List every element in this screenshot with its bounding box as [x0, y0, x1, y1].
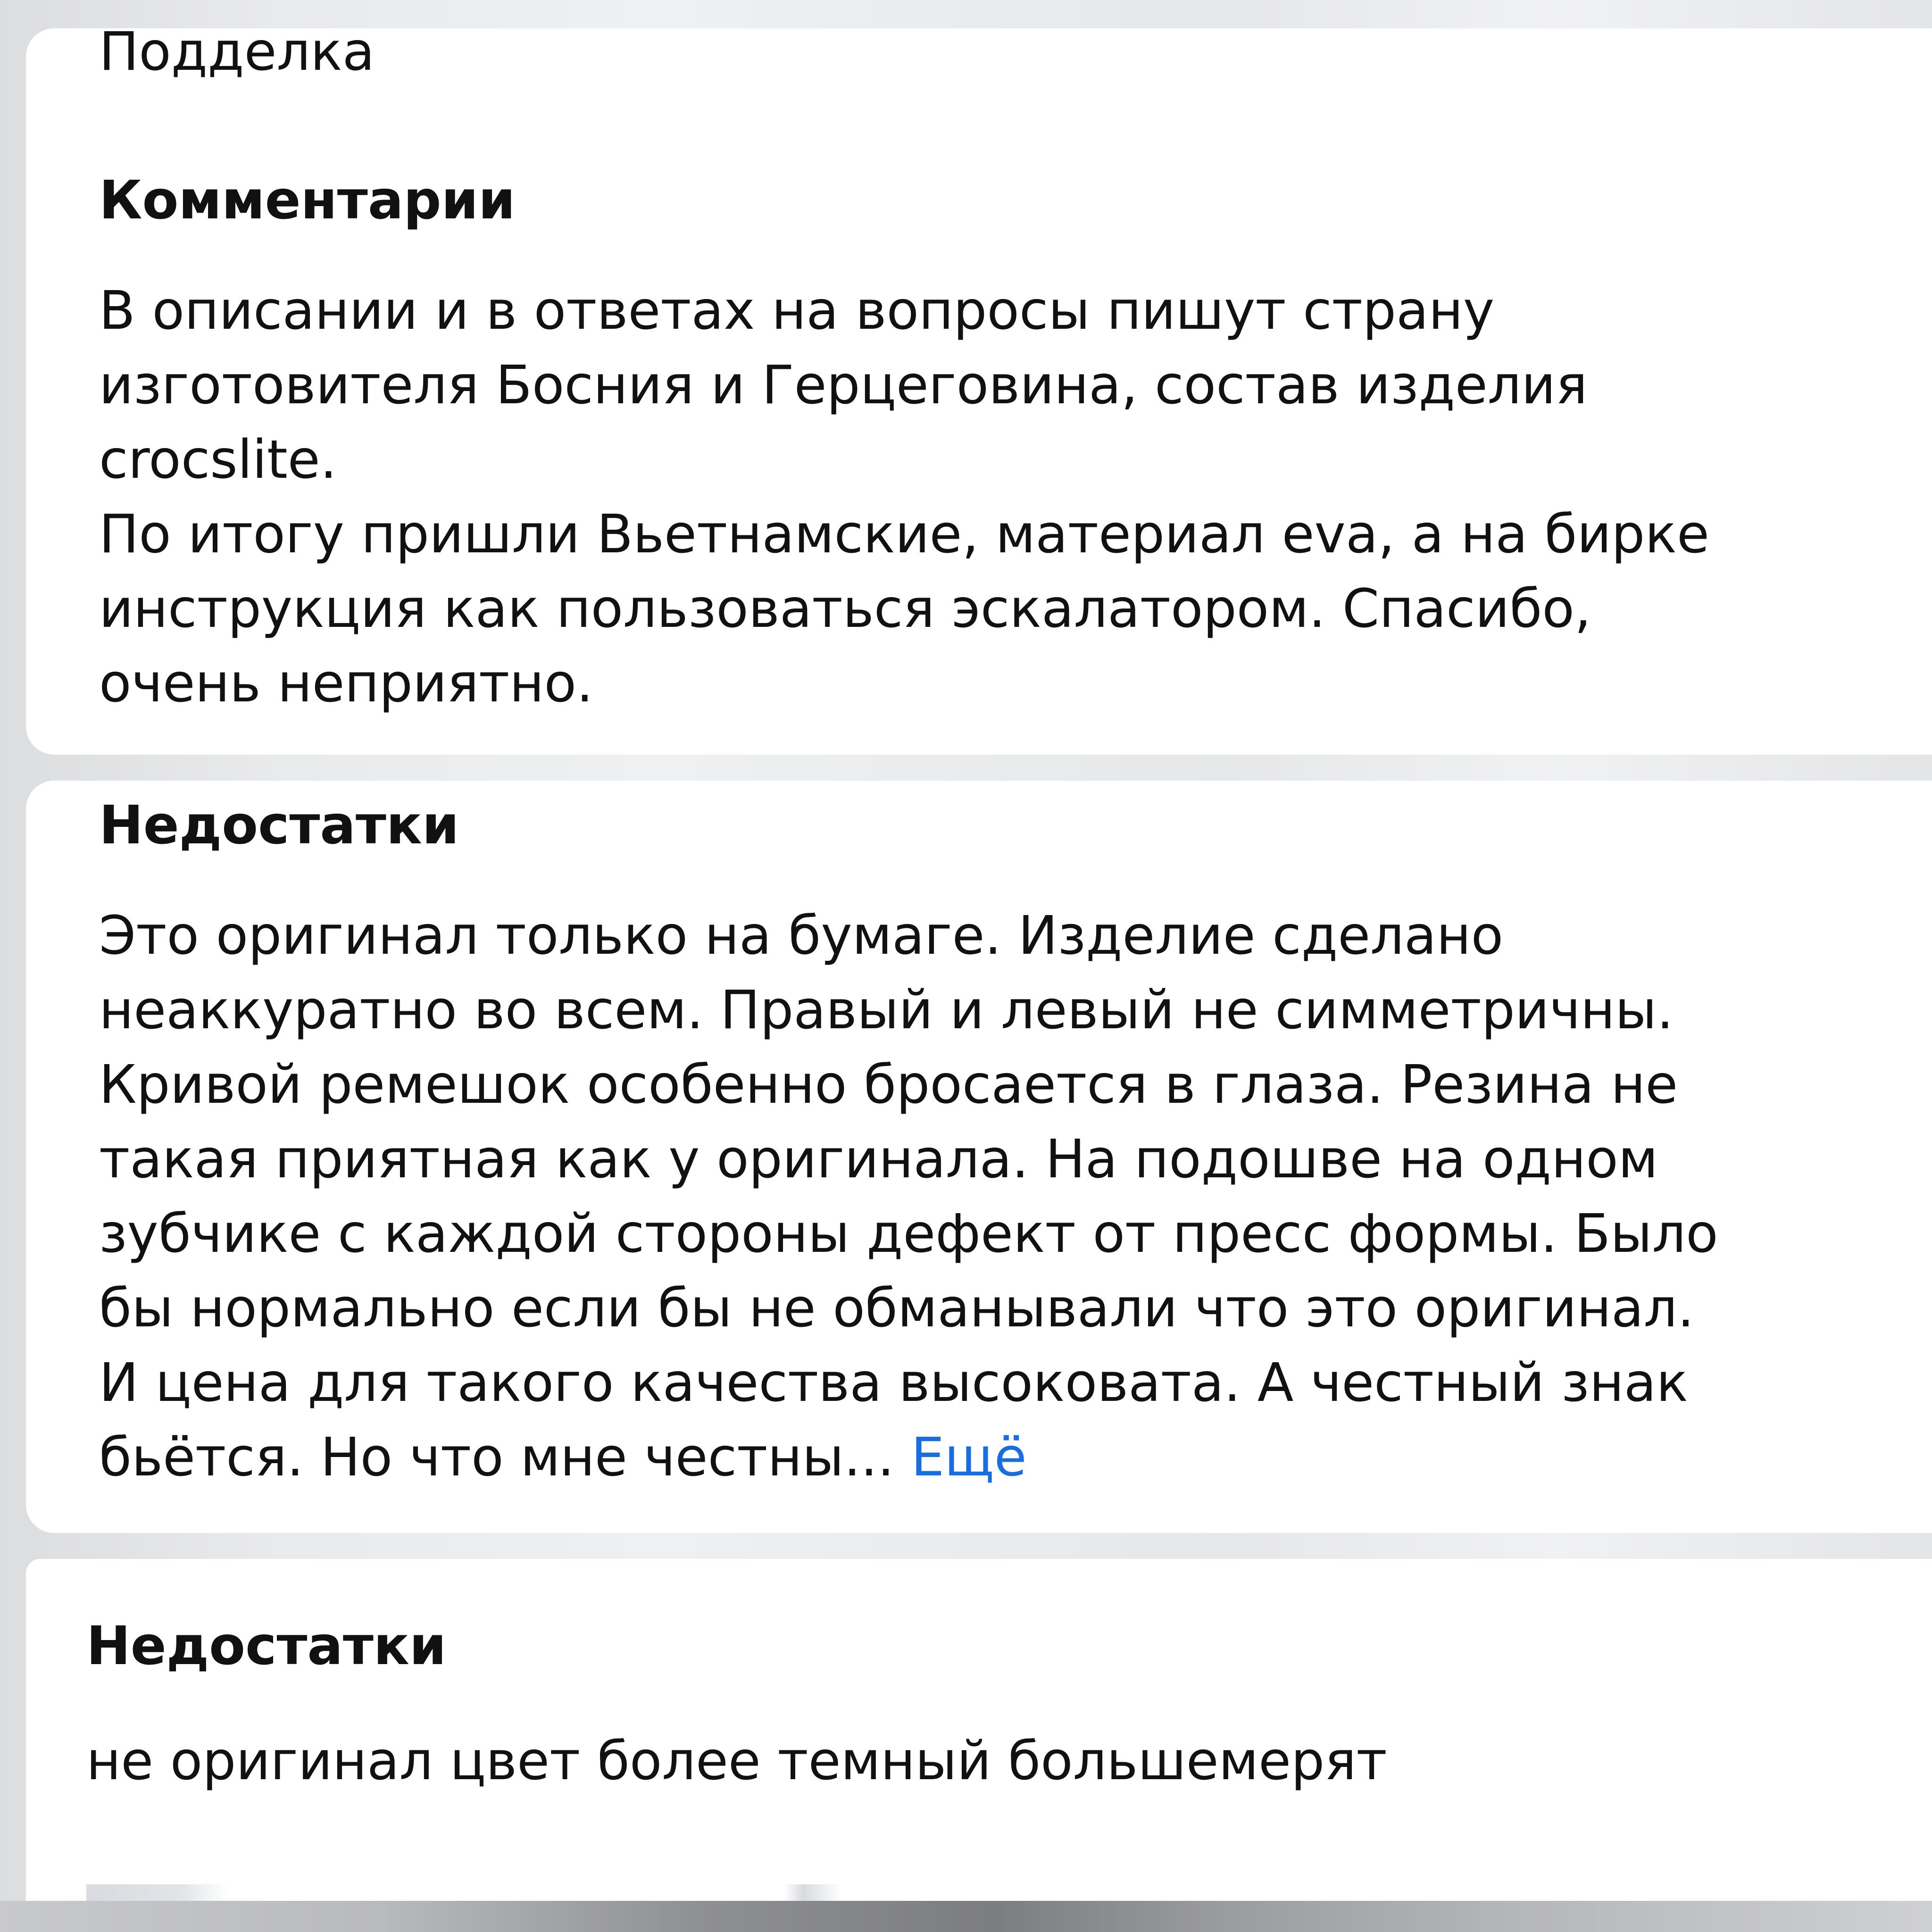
cons-line: неаккуратно во всем. Правый и левый не симметричны.	[99, 980, 1674, 1041]
comments-heading: Комментарии	[99, 170, 516, 231]
cons-heading: Недостатки	[86, 1616, 447, 1677]
comments-text	[99, 274, 1891, 721]
comments-line: По итогу пришли Вьетнамские, материал eva, а на бирке	[99, 504, 1709, 565]
review-card	[26, 1559, 1932, 1906]
review-card	[26, 28, 1932, 755]
cons-last-line	[99, 1420, 1891, 1495]
review-card	[26, 781, 1932, 1533]
cons-text: не оригинал цвет более темный большемерят	[86, 1731, 1387, 1792]
bottom-edge	[0, 1901, 1932, 1932]
cons-text	[99, 899, 1891, 1495]
review-value: Подделка	[99, 28, 375, 83]
cons-line: Кривой ремешок особенно бросается в глаза. Резина не	[99, 1054, 1678, 1116]
cons-truncated-text: бьётся. Но что мне честны...	[99, 1427, 894, 1488]
comments-line: изготовителя Босния и Герцеговина, состав изделия	[99, 355, 1588, 416]
comments-line: crocslite.	[99, 429, 337, 491]
cons-heading: Недостатки	[99, 795, 459, 856]
comments-line: инструкция как пользоваться эскалатором. Спасибо,	[99, 578, 1591, 640]
comments-line: В описании и в ответах на вопросы пишут страну	[99, 280, 1495, 341]
cons-line: И цена для такого качества высоковата. А честный знак	[99, 1352, 1689, 1414]
cons-line: такая приятная как у оригинала. На подошве на одном	[99, 1129, 1658, 1190]
comments-line: очень неприятно.	[99, 653, 593, 714]
cons-line: Это оригинал только на бумаге. Изделие сделано	[99, 905, 1504, 966]
show-more-link[interactable]: Ещё	[911, 1427, 1027, 1488]
cons-line: зубчике с каждой стороны дефект от пресс формы. Было	[99, 1203, 1718, 1265]
cons-line: бы нормально если бы не обманывали что это оригинал.	[99, 1278, 1694, 1339]
